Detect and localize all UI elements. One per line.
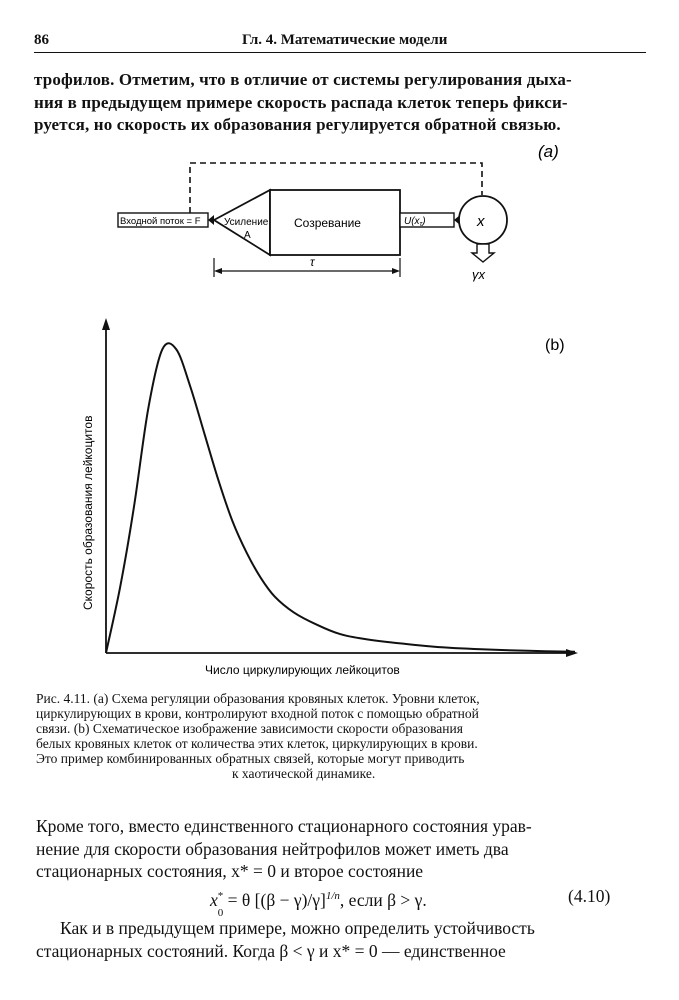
equation-4-10: [210, 885, 427, 919]
equation-lhs-sup: *: [217, 890, 224, 902]
equation-lhs: x: [210, 889, 218, 910]
chart-b: [70, 310, 600, 680]
body-line: Кроме того, вместо единственного стационарного состояния урав-: [36, 816, 532, 836]
page-number: 86: [34, 32, 49, 48]
x-axis-label: Число циркулирующих лейкоцитов: [205, 663, 400, 677]
amplifier-label: Усиление: [224, 217, 269, 228]
page-header: [34, 30, 646, 53]
equation-condition: , если β > γ.: [339, 889, 427, 910]
caption-line: Рис. 4.11. (a) Схема регуляции образования кровяных клеток. Уровни клеток,: [36, 691, 480, 706]
delay-arrow-left: [214, 268, 222, 274]
caption-line: к хаотической динамике.: [232, 766, 376, 781]
running-head: Гл. 4. Математические модели: [242, 32, 448, 48]
caption-line: Это пример комбинированных обратных связей, которые могут приводить: [36, 751, 465, 766]
y-axis-arrowhead: [102, 318, 110, 330]
production-curve: [106, 343, 575, 653]
node-label: x: [477, 213, 485, 230]
equation-rhs-sup: 1/n: [325, 890, 340, 902]
delay-label: τ: [310, 255, 315, 269]
body-line: стационарных состояния, x* = 0 и второе состояние: [36, 861, 424, 881]
intro-line: трофилов. Отметим, что в отличие от системы регулирования дыха-: [34, 70, 572, 89]
panel-label-a: (a): [538, 142, 559, 161]
decay-arrow: [472, 244, 494, 262]
intro-line: руется, но скорость их образования регулируется обратной связью.: [34, 115, 561, 134]
equation-rhs: = θ [(β − γ)/γ]: [223, 889, 326, 910]
decay-label: γx: [472, 267, 485, 282]
maturation-label: Созревание: [294, 216, 361, 230]
closing-line: Как и в предыдущем примере, можно определить устойчивость: [60, 918, 535, 938]
output-label: $U(x_\tau)$: [404, 216, 426, 228]
x-axis-arrowhead: [566, 649, 578, 657]
amplifier-gain: A: [244, 230, 251, 241]
closing-line: стационарных состояний. Когда β < γ и x* = 0 — единственное: [36, 941, 506, 961]
y-axis-label: Скорость образования лейкоцитов: [81, 415, 95, 610]
caption-line: белых кровяных клеток от количества этих клеток, циркулирующих в крови.: [36, 736, 478, 751]
equation-lhs-sub: 0: [217, 906, 224, 919]
input-label: Входной поток = F: [120, 216, 201, 227]
caption-line: связи. (b) Схематическое изображение зависимости скорости образования: [36, 721, 463, 736]
diagram-a: [110, 135, 590, 285]
caption-line: циркулирующих в крови, контролируют входной поток с помощью обратной: [36, 706, 479, 721]
equation-number: (4.10): [568, 886, 611, 906]
delay-arrow-right: [392, 268, 400, 274]
panel-label-b: (b): [545, 337, 565, 354]
body-line: нение для скорости образования нейтрофилов может иметь два: [36, 839, 509, 859]
intro-line: ния в предыдущем примере скорость распада клеток теперь фикси-: [34, 93, 568, 112]
